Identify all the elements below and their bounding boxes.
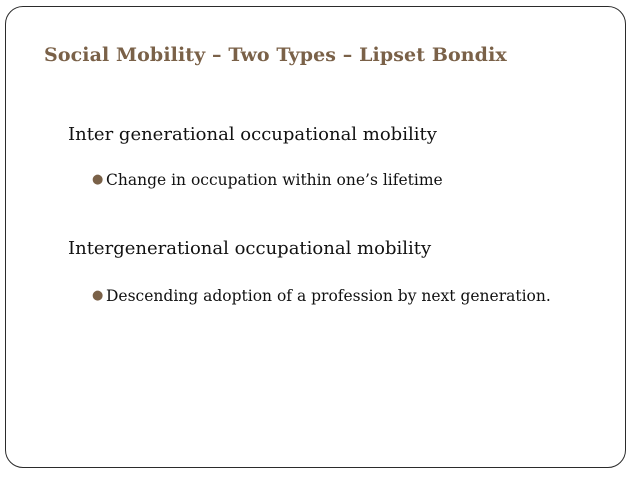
bullet-icon: ● xyxy=(92,288,104,303)
bullet-text: Descending adoption of a profession by next generation. xyxy=(106,287,551,305)
bullet-text: Change in occupation within one’s lifetime xyxy=(106,171,443,189)
bullet-icon: ● xyxy=(92,172,104,187)
bullet-item xyxy=(92,284,602,308)
bullet-item xyxy=(92,168,443,192)
section-heading-intragenerational: Inter generational occupational mobility xyxy=(68,124,437,145)
slide-title: Social Mobility – Two Types – Lipset Bondix xyxy=(44,44,507,66)
section-heading-intergenerational: Intergenerational occupational mobility xyxy=(68,238,432,259)
